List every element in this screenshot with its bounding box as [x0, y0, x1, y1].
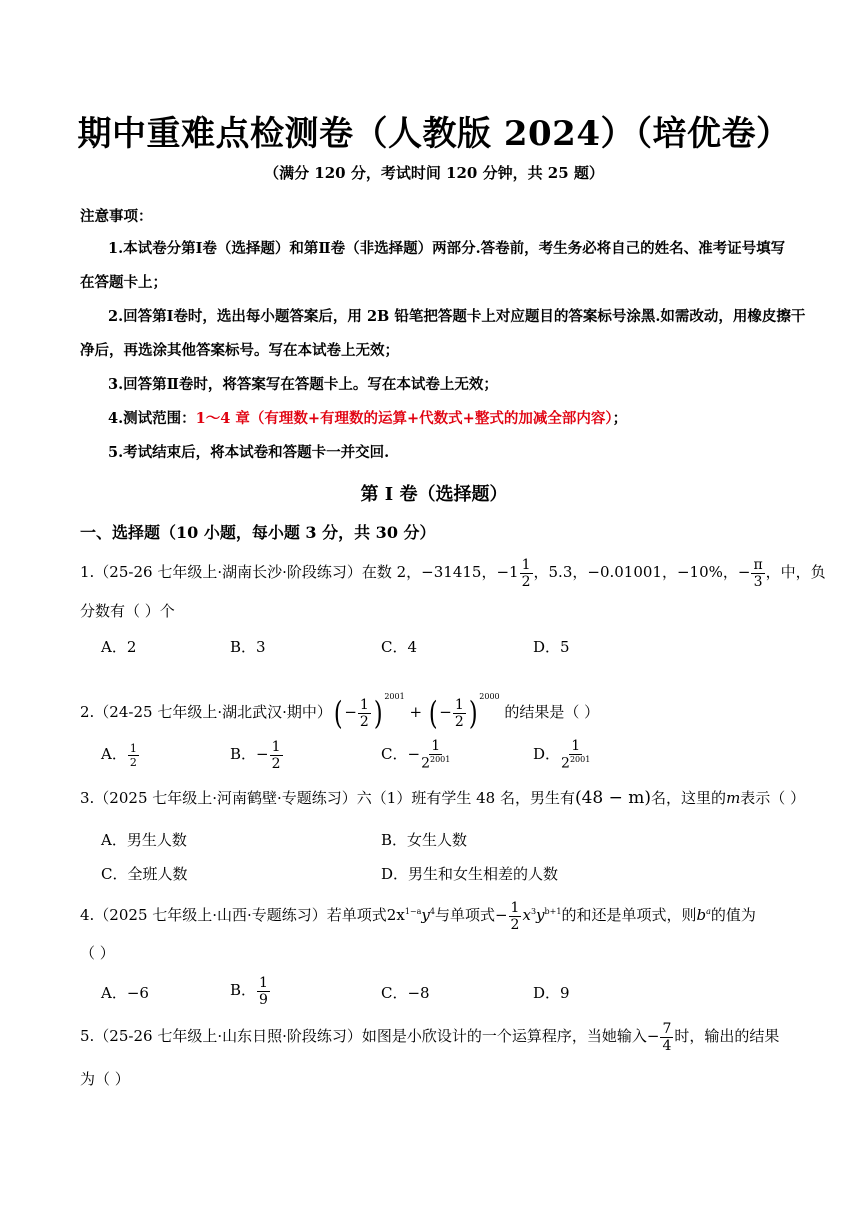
- exam-info: （满分 120 分，考试时间 120 分钟，共 25 题）: [264, 164, 604, 182]
- section-title: 第 I 卷（选择题）: [360, 484, 508, 505]
- q1-option-b[interactable]: B．3: [230, 638, 266, 656]
- q1-option-c[interactable]: C．4: [381, 638, 418, 656]
- notice-heading: 注意事项：: [80, 208, 153, 225]
- q3-expression: (48 − m): [574, 788, 652, 808]
- q4-option-c[interactable]: C．−8: [381, 984, 430, 1002]
- q3-option-a[interactable]: A．男生人数: [101, 831, 187, 849]
- q2-option-a[interactable]: A． $\frac{1}{2}$: [101, 741, 137, 769]
- q2-suffix: 的结果是（ ）: [504, 703, 600, 721]
- q1-prefix: 1.（25-26 七年级上·湖南长沙·阶段练习）在数 2，−31415，: [80, 563, 497, 581]
- notice-item-2-cont: 净后，再选涂其他答案标号。写在本试卷上无效；: [80, 342, 399, 359]
- q4-option-d[interactable]: D．9: [533, 984, 570, 1002]
- question-1: [80, 552, 826, 592]
- notice-item-4-suffix: ；: [612, 410, 628, 427]
- notice-item-2: 2.回答第Ⅰ卷时，选出每小题答案后，用 2B 铅笔把答题卡上对应题目的答案标号涂黑.如需改动，用橡皮擦干: [108, 308, 806, 325]
- q1-suffix: ，中，负: [765, 563, 826, 581]
- q1-mixed-whole: −1: [496, 563, 519, 581]
- notice-item-4: [108, 407, 627, 428]
- q2-exponent-1: 2001: [384, 692, 405, 701]
- q3-variable: m: [726, 789, 741, 807]
- q1-pi-fraction: $\frac{\pi}{3}$: [753, 556, 763, 590]
- q2-base-2: $\frac{1}{2}$: [454, 696, 464, 730]
- q3-option-c[interactable]: C．全班人数: [101, 865, 188, 883]
- q4-option-a[interactable]: A．−6: [101, 984, 149, 1002]
- q1-middle: ，5.3，−0.01001，−10%，: [533, 563, 738, 581]
- q1-pi-sign: −: [737, 563, 751, 581]
- notice-item-4-prefix: 4.测试范围：: [108, 410, 196, 427]
- q2-exponent-2: 2000: [479, 692, 500, 701]
- question-4: 4.（2025 七年级上·山西·专题练习）若单项式$2x^{1-a}y^4$与单项式− $\frac{1}{2}$ $x^3y^{b+1}$的和还是单项式，则$b^a$的值为: [80, 899, 756, 933]
- notice-item-5: 5.考试结束后，将本试卷和答题卡一并交回.: [108, 444, 390, 461]
- q5-line-2: 为（ ）: [80, 1070, 130, 1088]
- q5-input-fraction: $\frac{7}{4}$: [662, 1020, 672, 1054]
- notice-item-3: 3.回答第Ⅱ卷时，将答案写在答题卡上。写在本试卷上无效；: [108, 376, 498, 393]
- q1-option-a[interactable]: A．2: [101, 638, 137, 656]
- q2-option-b[interactable]: B．− $\frac{1}{2}$: [230, 738, 281, 772]
- q4-monomial-2: − $\frac{1}{2}$ $x^3y^{b+1}$: [494, 899, 562, 933]
- q4-line-2: （ ）: [80, 944, 115, 962]
- test-scope: 1～4 章（有理数+有理数的运算+代数式+整式的加减全部内容）: [195, 410, 613, 427]
- q1-fraction: $\frac{1}{2}$: [521, 556, 531, 590]
- q4-option-b[interactable]: B． $\frac{1}{9}$: [230, 974, 268, 1008]
- q1-line-2: 分数有（ ）个: [80, 602, 175, 620]
- q4-monomial-1: $2x^{1-a}y^4$: [386, 906, 435, 924]
- q2-base-1: $\frac{1}{2}$: [359, 696, 369, 730]
- q3-option-d[interactable]: D．男生和女生相差的人数: [381, 865, 559, 883]
- q1-option-d[interactable]: D．5: [533, 638, 570, 656]
- question-2: 2.（24-25 七年级上·湖北武汉·期中）( − $\frac{1}{2}$ ) $^{2001}$ + ( − $\frac{1}{2}$ ) $^{2000}$ 的结果是（ ）: [80, 692, 600, 732]
- q2-prefix: 2.（24-25 七年级上·湖北武汉·期中）: [80, 703, 332, 721]
- q3-option-b[interactable]: B．女生人数: [381, 831, 468, 849]
- question-5: 5.（25-26 七年级上·山东日照·阶段练习）如图是小欣设计的一个运算程序，当她输入− $\frac{7}{4}$ 时，输出的结果: [80, 1020, 780, 1054]
- part-heading: 一、选择题（10 小题，每小题 3 分，共 30 分）: [80, 523, 436, 542]
- question-3: 3.（2025 七年级上·河南鹤壁·专题练习）六（1）班有学生 48 名，男生有(48 − m)名，这里的m表示（ ）: [80, 788, 806, 808]
- page-title: 期中重难点检测卷（人教版 2024）（培优卷）: [77, 114, 791, 154]
- q2-option-d[interactable]: D． $\frac{1}{2^{2001}}$: [533, 738, 591, 772]
- notice-item-1: 1.本试卷分第Ⅰ卷（选择题）和第Ⅱ卷（非选择题）两部分.答卷前，考生务必将自己的姓名、准考证号填写: [108, 240, 786, 257]
- q2-option-c[interactable]: C．− $\frac{1}{2^{2001}}$: [381, 738, 451, 772]
- notice-item-1-cont: 在答题卡上；: [80, 274, 167, 291]
